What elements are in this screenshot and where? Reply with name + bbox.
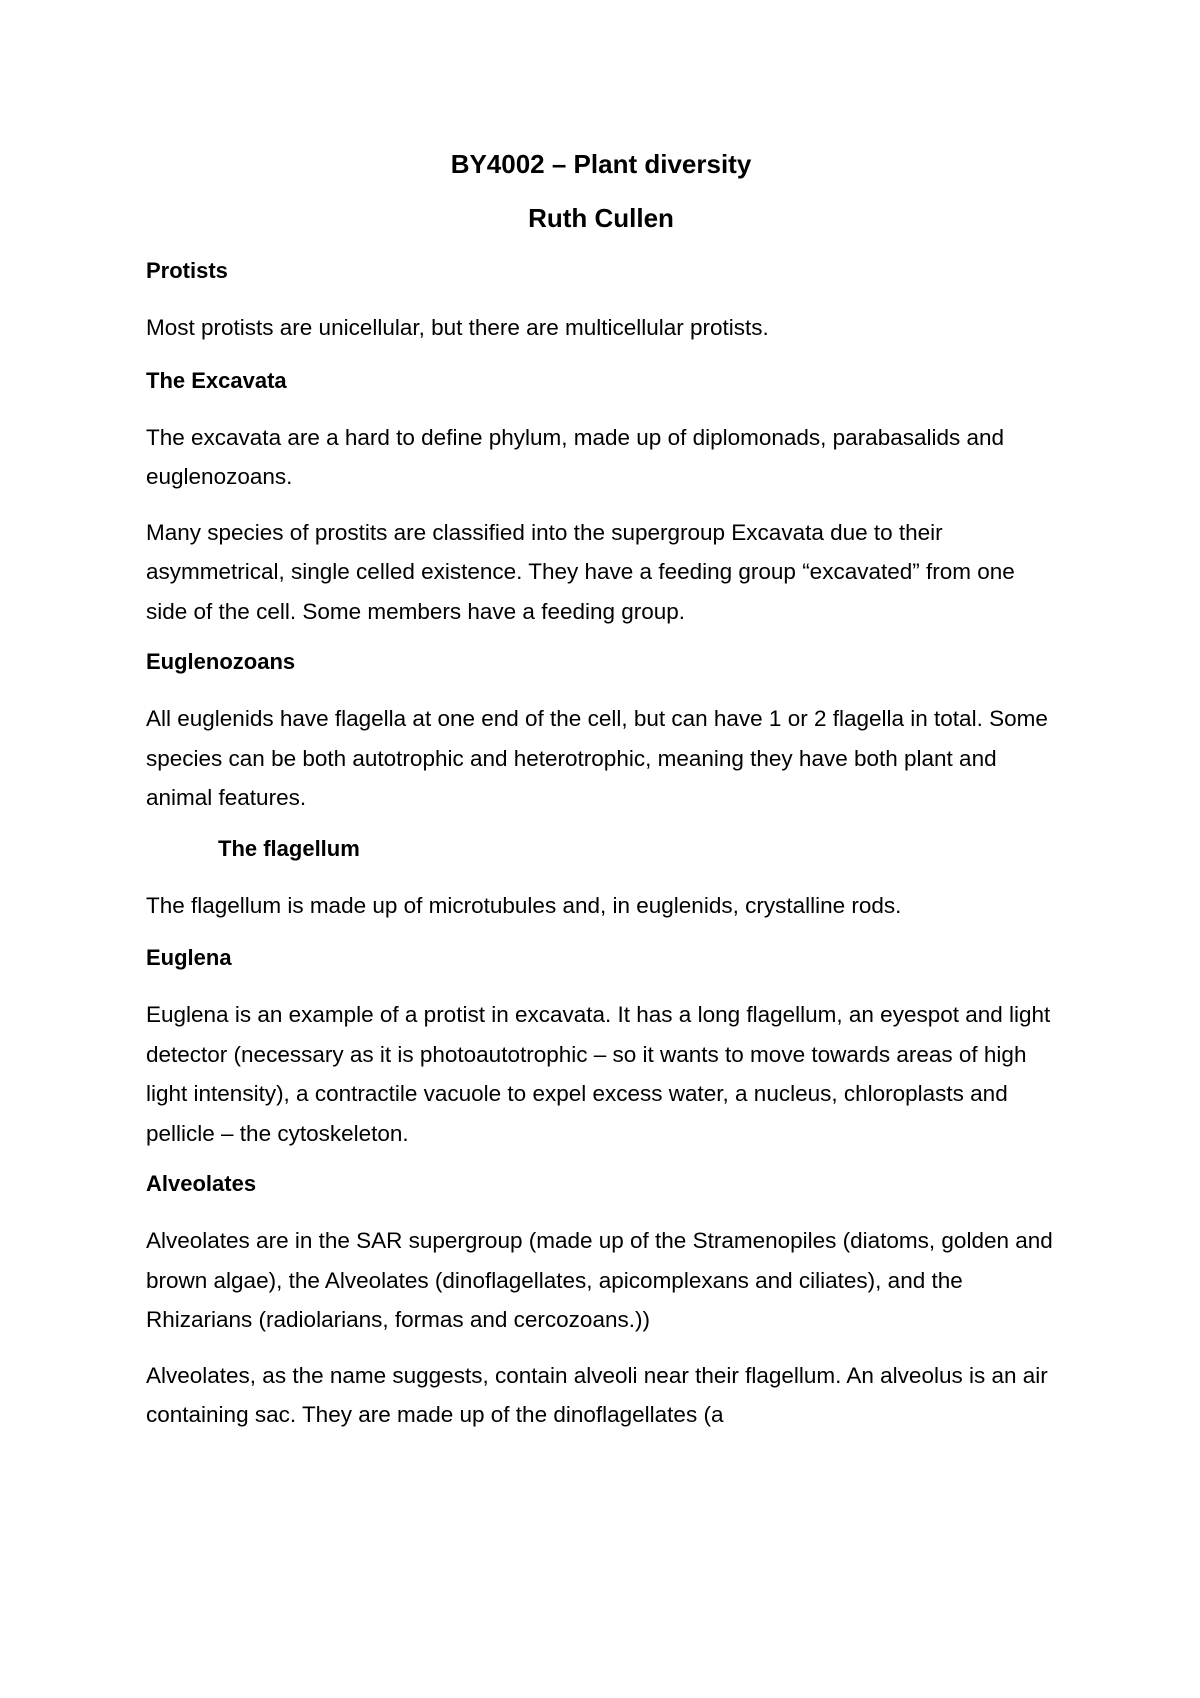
paragraph-flagellum: The flagellum is made up of microtubules and, in euglenids, crystalline rods. [146,892,902,918]
subheading-flagellum: The flagellum [218,835,360,861]
document-title: BY4002 – Plant diversity [450,149,752,179]
paragraph-excavata-definition: The excavata are a hard to define phylum, made up of diplomonads, parabasalids and euglenozoans. [146,424,1005,489]
paragraph-alveolates-sar: Alveolates are in the SAR supergroup (made up of the Stramenopiles (diatoms, golden and brown algae), the Alveolates (dinoflagellates, apicomplexans and ciliates), and the Rhizarians (radiolarians, formas and cercozoans.)) [146,1228,1053,1332]
heading-alveolates: Alveolates [146,1171,257,1196]
paragraph-euglena: Euglena is an example of a protist in excavata. It has a long flagellum, an eyespot and light detector (necessary as it is photoautotrophic – so it wants to move towards areas of high light intensity), a contractile vacuole to expel excess water, a nucleus, chloroplasts and pellicle – the cytoskeleton. [146,1002,1051,1146]
document-author: Ruth Cullen [528,203,674,233]
heading-euglena: Euglena [146,945,232,970]
paragraph-excavata-species: Many species of prostits are classified into the supergroup Excavata due to their asymmetrical, single celled existence. They have a feeding group “excavated” from one side of the cell. Some members have a feeding group. [146,519,1015,624]
paragraph-euglenozoans: All euglenids have flagella at one end of the cell, but can have 1 or 2 flagella in total. Some species can be both autotrophic and heterotrophic, meaning they have both plant and animal features. [146,706,1048,810]
heading-protists: Protists [146,258,228,283]
document-body [146,148,1056,1451]
paragraph-protists: Most protists are unicellular, but there are multicellular protists. [146,315,769,340]
paragraph-alveolates-alveoli: Alveolates, as the name suggests, contain alveoli near their flagellum. An alveolus is an air containing sac. They are made up of the dinoflagellates (a [146,1362,1048,1427]
heading-euglenozoans: Euglenozoans [146,649,296,674]
heading-excavata: The Excavata [146,367,287,393]
